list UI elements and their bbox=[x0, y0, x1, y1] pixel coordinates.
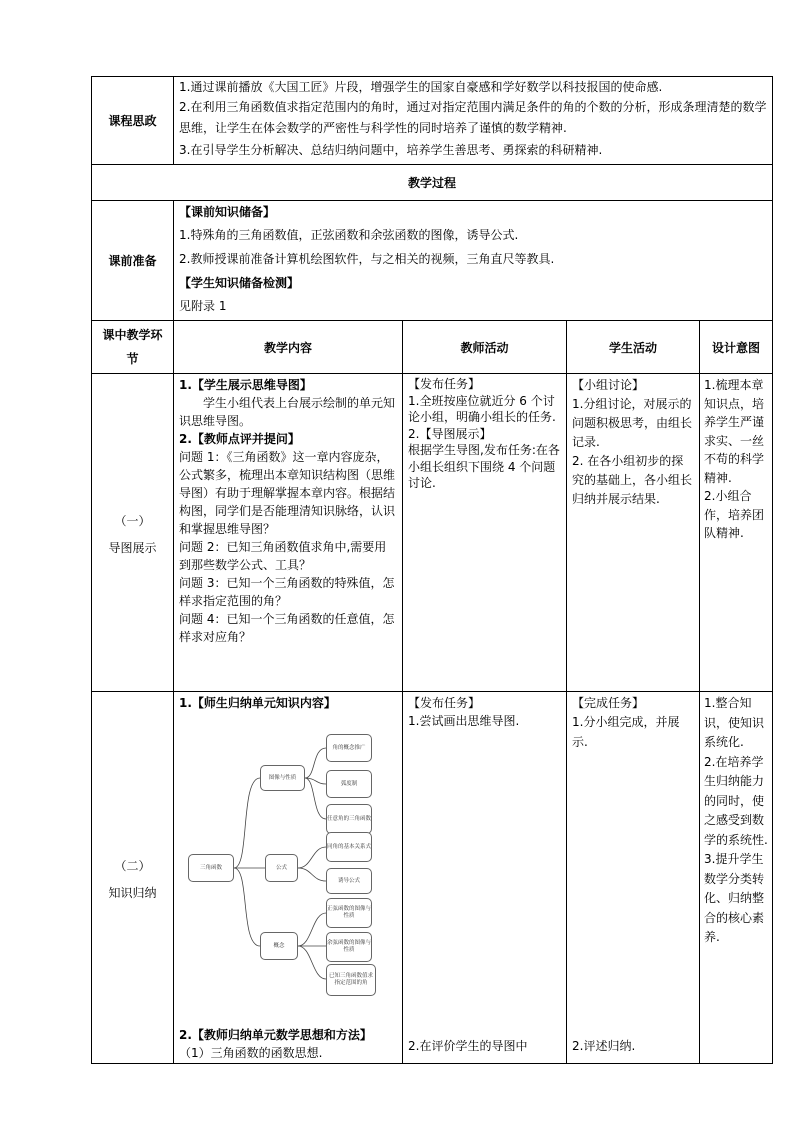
stage1-question-1: 问题 1：《三角函数》这一章内容庞杂，公式繁多，梳理出本章知识结构图（思维导图）有助于理解掌握本章内容。根据结构图，同学们是否能理清知识脉络，认识和掌握思维导图？ bbox=[179, 450, 396, 536]
mindmap-branch-formula: 公式 bbox=[265, 854, 298, 882]
stage2-student-item-1: 1.分小组完成，并展示. bbox=[572, 715, 680, 749]
preparation-row bbox=[92, 201, 773, 321]
stage2-teacher-item-1: 1.尝试画出思维导图. bbox=[408, 714, 520, 728]
stage1-student bbox=[567, 374, 700, 692]
stage2-teacher-item-2: 2.在评价学生的导图中 bbox=[408, 1039, 528, 1053]
stage2-number: （二） bbox=[114, 858, 151, 873]
stage1-design-2: 2.小组合作，培养团队精神. bbox=[704, 489, 765, 540]
stage1-design bbox=[700, 374, 773, 692]
stage1-teacher-item-2: 根据学生导图,发布任务:在各小组长组织下围绕 4 个问题讨论. bbox=[408, 443, 560, 490]
preparation-content bbox=[174, 201, 773, 321]
mindmap-leaf-cosine-graph: 余弦函数的图像与性质 bbox=[326, 932, 372, 962]
stage1-number: （一） bbox=[114, 513, 151, 528]
stage1-name: 导图展示 bbox=[108, 540, 157, 555]
stage1-content-heading-1: 1.【学生展示思维导图】 bbox=[179, 378, 312, 392]
stage1-question-3: 问题 3：已知一个三角函数的特殊值，怎样求指定范围的角？ bbox=[179, 576, 395, 608]
ideology-line-3: 3.在引导学生分析解决、总结归纳问题中，培养学生善思考、勇探索的科研精神. bbox=[179, 143, 603, 157]
stage2-row bbox=[92, 692, 773, 1064]
preparation-item-2: 2.教师授课前准备计算机绘图软件，与之相关的视频，三角直尺等教具. bbox=[179, 252, 555, 266]
stage1-question-2: 问题 2：已知三角函数值求角中,需要用到那些数学公式、工具？ bbox=[179, 540, 387, 572]
mindmap-leaf-same-angle-relation: 同角的基本关系式 bbox=[326, 832, 372, 862]
column-content: 教学内容 bbox=[174, 321, 403, 374]
stage2-teacher-heading: 【发布任务】 bbox=[408, 696, 481, 710]
knowledge-mindmap bbox=[180, 714, 395, 1009]
ideology-content bbox=[174, 77, 773, 165]
mindmap-branch-graph: 图像与性质 bbox=[260, 765, 305, 791]
mindmap-branch-concept: 概念 bbox=[260, 932, 298, 960]
ideology-line-1: 1.通过课前播放《大国工匠》片段，增强学生的国家自豪感和学好数学以科技报国的使命感. bbox=[179, 80, 663, 94]
stage1-student-item-1: 1.分组讨论，对展示的问题积极思考，由组长记录. bbox=[572, 397, 693, 449]
stage2-content-para-1: （1）三角函数的函数思想. bbox=[179, 1046, 323, 1060]
stage2-name: 知识归纳 bbox=[108, 885, 157, 900]
mindmap-leaf-sine-graph: 正弦函数的图像与性质 bbox=[326, 898, 372, 928]
column-student: 学生活动 bbox=[567, 321, 700, 374]
stage2-content-heading-2: 2.【教师归纳单元数学思想和方法】 bbox=[179, 1028, 372, 1042]
preparation-item-1: 1.特殊角的三角函数值，正弦函数和余弦函数的图像，诱导公式. bbox=[179, 228, 519, 242]
mindmap-root-node: 三角函数 bbox=[188, 854, 234, 882]
lesson-plan-table bbox=[91, 76, 773, 1064]
stage1-teacher-item-1: 1.全班按座位就近分 6 个讨论小组，明确小组长的任务. bbox=[408, 393, 556, 424]
mindmap-leaf-induction-formula: 诱导公式 bbox=[326, 868, 372, 894]
preparation-label: 课前准备 bbox=[92, 201, 174, 321]
stage2-content bbox=[174, 692, 403, 1064]
mindmap-leaf-find-angle: 已知三角函数值求指定范围的角 bbox=[326, 964, 376, 996]
stage2-design-2: 2.在培养学生归纳能力的同时，使之感受到数学的系统性. bbox=[704, 754, 768, 847]
stage2-content-heading-1: 1.【师生归纳单元知识内容】 bbox=[179, 696, 336, 710]
ideology-row bbox=[92, 77, 773, 165]
stage1-student-heading: 【小组讨论】 bbox=[572, 378, 645, 392]
column-stage: 课中教学环节 bbox=[92, 321, 174, 374]
stage2-student bbox=[567, 692, 700, 1064]
ideology-label: 课程思政 bbox=[92, 77, 174, 165]
stage1-student-item-2: 2. 在各小组初步的探究的基础上，各小组长归纳并展示结果. bbox=[572, 454, 693, 506]
stage2-student-heading: 【完成任务】 bbox=[572, 696, 645, 710]
stage1-teacher bbox=[403, 374, 567, 692]
stage1-teacher-heading-2: 2.【导图展示】 bbox=[408, 426, 492, 441]
stage1-teacher-heading-1: 【发布任务】 bbox=[408, 377, 481, 391]
stage1-question-4: 问题 4：已知一个三角函数的任意值，怎样求对应角？ bbox=[179, 612, 395, 644]
stage1-label bbox=[92, 374, 174, 692]
stage2-design-1: 1.整合知识，使知识系统化. bbox=[704, 696, 765, 749]
stage1-row bbox=[92, 374, 773, 692]
stage1-content-heading-2: 2.【教师点评并提问】 bbox=[179, 432, 300, 446]
mindmap-leaf-radian: 弧度制 bbox=[326, 770, 372, 798]
process-title-row bbox=[92, 165, 773, 201]
preparation-heading-2: 【学生知识储备检测】 bbox=[179, 276, 300, 290]
mindmap-leaf-angle-extension: 角的概念推广 bbox=[326, 734, 372, 762]
stage2-teacher bbox=[403, 692, 567, 1064]
preparation-appendix: 见附录 1 bbox=[179, 299, 227, 313]
stage2-design bbox=[700, 692, 773, 1064]
column-header-row bbox=[92, 321, 773, 374]
stage1-content bbox=[174, 374, 403, 692]
ideology-line-2: 2.在利用三角函数值求指定范围内的角时，通过对指定范围内满足条件的角的个数的分析，形成条理清楚的数学思维，让学生在体会数学的严密性与科学性的同时培养了谨慎的数学精神. bbox=[179, 100, 767, 135]
stage1-design-1: 1.梳理本章知识点，培养学生严谨求实、一丝不苟的科学精神. bbox=[704, 378, 765, 485]
column-design: 设计意图 bbox=[700, 321, 773, 374]
stage2-design-3: 3.提升学生数学分类转化、归纳整合的核心素养. bbox=[704, 852, 765, 944]
stage1-content-para-1: 学生小组代表上台展示绘制的单元知识思维导图。 bbox=[179, 396, 396, 428]
process-title: 教学过程 bbox=[92, 165, 773, 201]
mindmap-leaf-arbitrary-angle: 任意角的三角函数 bbox=[326, 804, 372, 834]
stage2-label bbox=[92, 692, 174, 1064]
preparation-heading-1: 【课前知识储备】 bbox=[179, 205, 276, 219]
column-teacher: 教师活动 bbox=[403, 321, 567, 374]
stage2-student-item-2: 2.评述归纳. bbox=[572, 1039, 636, 1053]
